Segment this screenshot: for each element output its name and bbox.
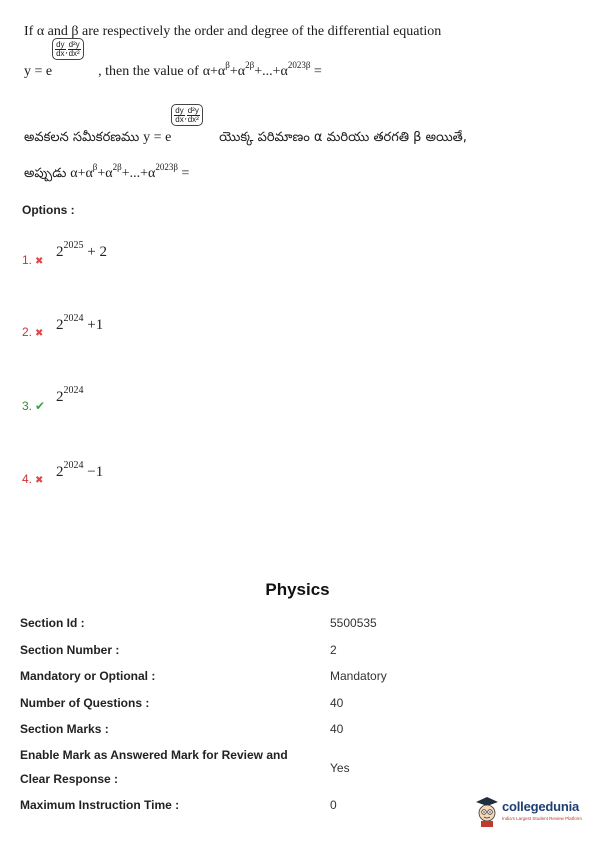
num-questions-label: Number of Questions : (20, 696, 150, 710)
option-1-expression[interactable]: $2^{2025} + 2$ (56, 240, 107, 260)
wrong-mark-icon: ✖ (35, 256, 44, 267)
check-mark-icon: ✔ (35, 399, 46, 413)
question-text-te-line2: అప్పుడు $\alpha+\alpha^\beta+\alpha^{2\beta}+...+\alpha^{2023\beta}$ = (24, 162, 190, 181)
mark-review-label-line1: Enable Mark as Answered Mark for Review and (20, 748, 288, 762)
options-title: Options : (22, 203, 75, 217)
section-number-value: 2 (330, 643, 337, 657)
max-instruction-time-value: 0 (330, 798, 337, 812)
section-id-value: 5500535 (330, 616, 377, 630)
question-text-te-line1: అవకలన సమీకరణము y = e $\frac{dy}{dx}$ , $\frac{\text{d²y}}{\text{dx²}}$ యొక్క పరిమాణం α మరియు తరగతి β అయితే, (24, 105, 467, 145)
equation-exponent-te: $\frac{dy}{dx}$ , $\frac{\text{d²y}}{\text{dx²}}$ (171, 104, 203, 126)
wrong-mark-icon: ✖ (35, 328, 44, 339)
mandatory-label: Mandatory or Optional : (20, 669, 156, 683)
section-id-label: Section Id : (20, 616, 85, 630)
section-marks-value: 40 (330, 722, 344, 736)
option-3-expression[interactable]: $2^{2024}$ (56, 385, 84, 405)
mark-review-label-line2: Clear Response : (20, 772, 119, 786)
section-marks-label: Section Marks : (20, 722, 109, 736)
option-4-number[interactable]: 4. ✖ (22, 472, 44, 486)
equation-exponent: $\frac{dy}{dx}$ , $\frac{\text{d²y}}{\text{dx²}}$ (52, 38, 84, 60)
mandatory-value: Mandatory (330, 669, 387, 683)
equation-y-e: y = e (24, 64, 53, 79)
series-expression: $\alpha+\alpha^\beta+\alpha^{2\beta}+...+\alpha^{2023\beta}$ = (202, 60, 322, 79)
logo-name: collegedunia (502, 799, 580, 814)
question-text-en-line1: If α and β are respectively the order and degree of the differential equation (24, 24, 442, 39)
question-then-text: , then the value of (98, 64, 199, 79)
option-2-number[interactable]: 2. ✖ (22, 325, 44, 339)
question-equation-en (24, 39, 322, 80)
option-1-number[interactable]: 1. ✖ (22, 253, 44, 267)
option-2-expression[interactable]: $2^{2024} +1$ (56, 313, 104, 333)
student-mascot-icon (474, 794, 500, 828)
option-4-expression[interactable]: $2^{2024} -1$ (56, 460, 104, 480)
section-title: Physics (265, 580, 330, 599)
wrong-mark-icon: ✖ (35, 475, 44, 486)
option-3-number[interactable]: 3. ✔ (22, 399, 46, 413)
section-number-label: Section Number : (20, 643, 120, 657)
logo-tagline: India's Largest Student Review Platform (502, 816, 582, 821)
max-instruction-time-label: Maximum Instruction Time : (20, 798, 180, 812)
mark-review-value: Yes (330, 761, 350, 775)
num-questions-value: 40 (330, 696, 344, 710)
collegedunia-logo (474, 794, 589, 830)
